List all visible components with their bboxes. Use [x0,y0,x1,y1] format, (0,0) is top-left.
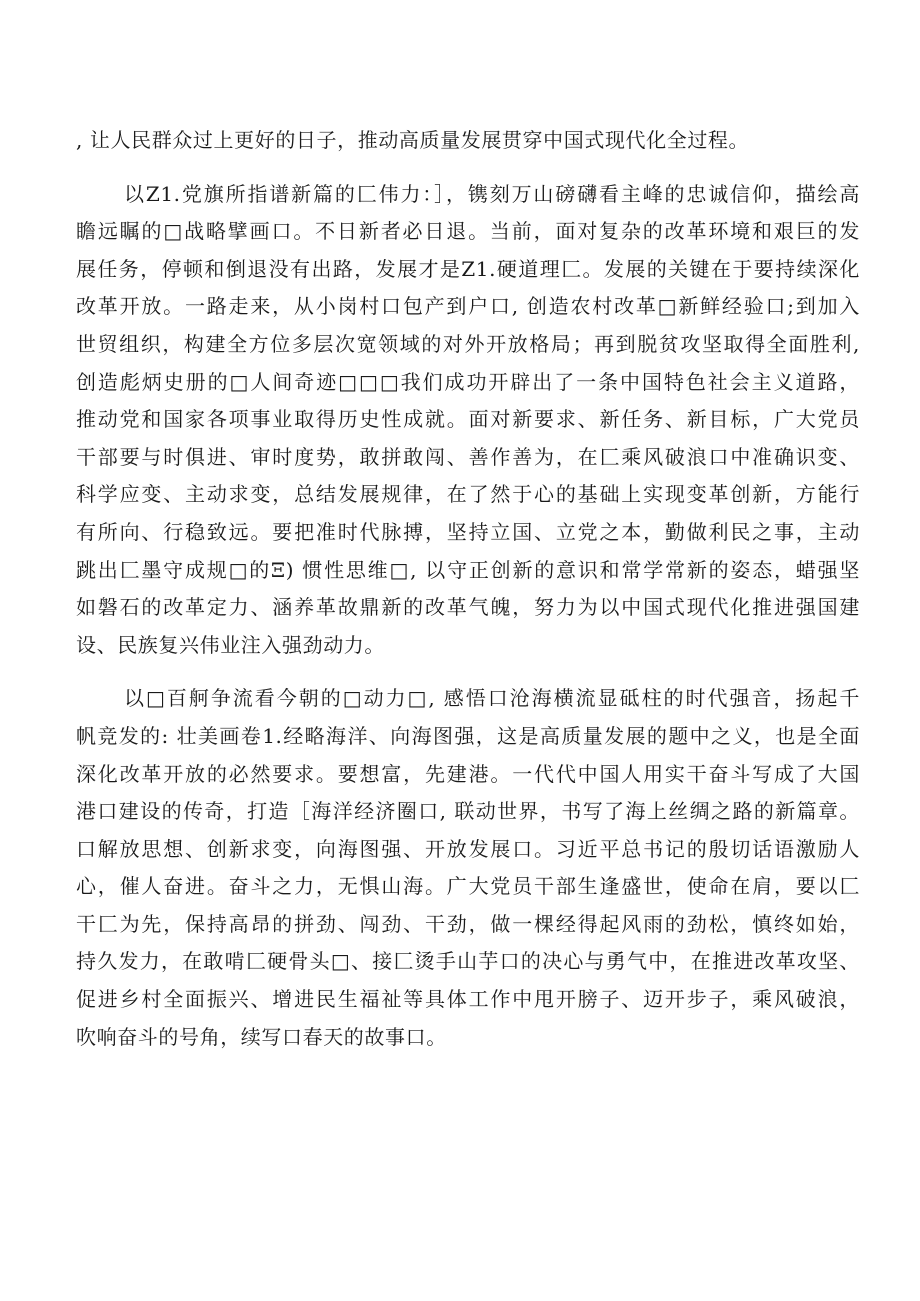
text-line: 心，催人奋进。奋斗之力，无惧山海。广大党员干部生逢盛世，使命在肩，要以匚 [76,874,860,899]
text-line: 口解放思想、创新求变，向海图强、开放发展口。习近平总书记的殷切话语激励人 [76,836,860,861]
text-line: 持久发力，在敢啃匚硬骨头□、接匚烫手山芋口的决心与勇气中，在推进改革攻坚、 [76,949,860,974]
text-line: 深化改革开放的必然要求。要想富，先建港。一代代中国人用实干奋斗写成了大国 [76,761,860,786]
text-line: 展任务，停顿和倒退没有出路，发展才是Z1.硬道理匚。发展的关键在于要持续深化 [76,256,860,281]
document-body [76,122,860,1056]
text-line: 港口建设的传奇，打造［海洋经济圈口, 联动世界，书写了海上丝绸之路的新篇章。 [76,799,860,824]
text-line: 设、民族复兴伟业注入强劲动力。 [76,632,385,657]
text-line: 瞻远瞩的□战略擘画口。不日新者必日退。当前，面对复杂的改革环境和艰巨的发 [76,219,860,244]
text-line: 干匚为先，保持高昂的拼劲、闯劲、干劲，做一棵经得起风雨的劲松，慎终如始， [76,911,860,936]
text-line: 以□百舸争流看今朝的□动力□, 感悟口沧海横流显砥柱的时代强音，扬起千 [124,686,860,711]
text-line: 干部要与时俱进、审时度势，敢拼敢闯、善作善为，在匚乘风破浪口中准确识变、 [76,444,860,469]
text-line: 创造彪炳史册的□人间奇迹□□□我们成功开辟出了一条中国特色社会主义道路， [76,369,860,394]
text-line: 有所向、行稳致远。要把准时代脉搏，坚持立国、立党之本，勤做利民之事，主动 [76,519,860,544]
text-line: 吹响奋斗的号角，续写口春天的故事口。 [76,1024,447,1049]
text-line: 改革开放。一路走来，从小岗村口包产到户口, 创造农村改革□新鲜经验口;到加入 [76,294,860,319]
paragraph-3 [76,680,860,1056]
text-line: 推动党和国家各项事业取得历史性成就。面对新要求、新任务、新目标，广大党员 [76,407,860,432]
paragraph-1 [76,122,860,160]
text-line: 如磐石的改革定力、涵养革故鼎新的改革气魄，努力为以中国式现代化推进强国建 [76,595,860,620]
text-line: 科学应变、主动求变，总结发展规律，在了然于心的基础上实现变革创新，方能行 [76,482,860,507]
text-line: 促进乡村全面振兴、增进民生福祉等具体工作中甩开膀子、迈开步子，乘风破浪， [76,987,860,1012]
text-line: 世贸组织，构建全方位多层次宽领域的对外开放格局；再到脱贫攻坚取得全面胜利, [76,331,860,356]
text-line: 以Z1.党旗所指谱新篇的匚伟力：］，镌刻万山磅礴看主峰的忠诚信仰，描绘高 [124,181,860,206]
text-line: 跳出匚墨守成规□的Ξ) 惯性思维□, 以守正创新的意识和常学常新的姿态，蜡强坚 [76,557,860,582]
paragraph-2 [76,176,860,665]
text-line: 帆竞发的: 壮美画卷1.经略海洋、向海图强，这是高质量发展的题中之义，也是全面 [76,723,860,748]
text-line: , 让人民群众过上更好的日子，推动高质量发展贯穿中国式现代化全过程。 [76,128,750,152]
